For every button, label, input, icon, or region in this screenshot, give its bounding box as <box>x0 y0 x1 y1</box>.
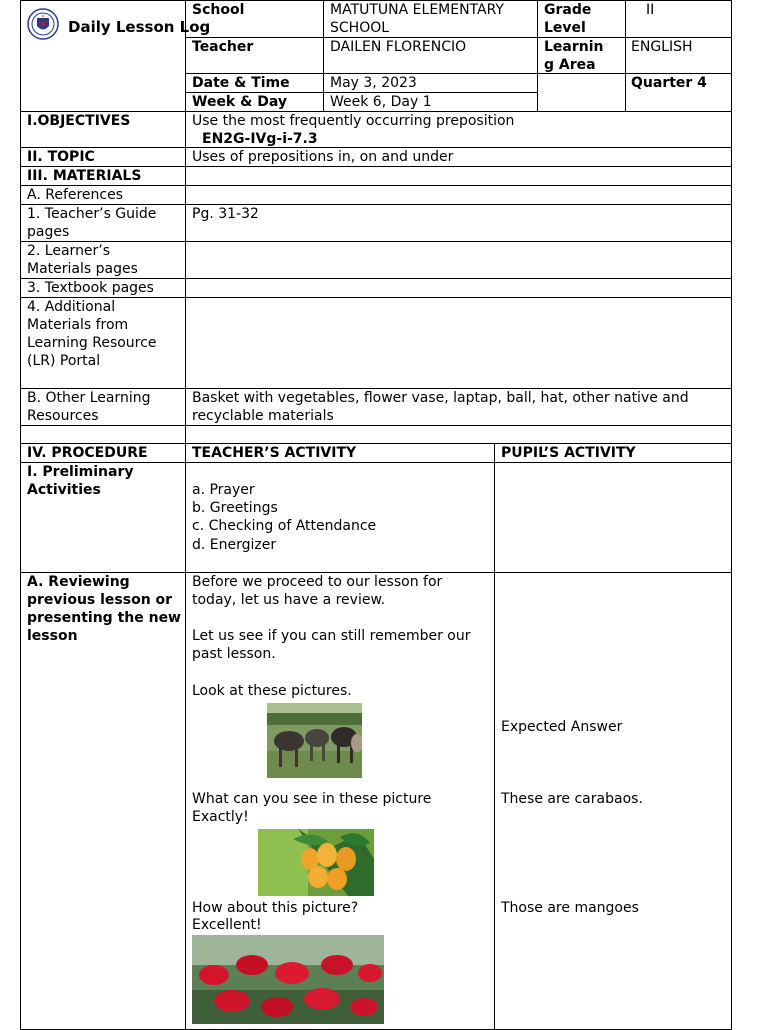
additional-materials-label: 4. Additional Materials from Learning Resource (LR) Portal <box>27 299 157 369</box>
date-value: May 3, 2023 <box>330 75 417 91</box>
teacher-value: DAILEN FLORENCIO <box>330 39 467 55</box>
pupil-answer-1: These are carabaos. <box>501 791 643 807</box>
teacher-line-5a: How about this picture? <box>192 900 359 916</box>
teacher-line-5b: Excellent! <box>192 917 262 933</box>
deped-seal-icon <box>27 8 59 40</box>
week-label: Week & Day <box>192 94 287 110</box>
preliminary-label: I. Preliminary Activities <box>27 464 134 498</box>
teacher-activity-header: TEACHER’S ACTIVITY <box>192 445 357 461</box>
mango-picture <box>258 829 374 896</box>
teacher-line-4b: Exactly! <box>192 809 249 825</box>
teachers-guide-value: Pg. 31-32 <box>192 206 259 222</box>
other-resources-value: Basket with vegetables, flower vase, laptap, ball, hat, other native and recyclable materials <box>192 390 689 424</box>
prelim-item-attendance: c. Checking of Attendance <box>192 518 377 534</box>
prelim-item-energizer: d. Energizer <box>192 537 277 553</box>
teacher-line-3: Look at these pictures. <box>192 683 352 699</box>
school-label: School <box>192 2 245 18</box>
grade-value: II <box>646 2 655 18</box>
area-label: Learning Area <box>544 39 604 73</box>
teacher-line-1: Before we proceed to our lesson for today, let us have a review. <box>192 574 443 608</box>
reviewing-label: A. Reviewing previous lesson or presenting the new lesson <box>27 574 181 644</box>
prelim-item-prayer: a. Prayer <box>192 482 255 498</box>
objectives-code: EN2G-IVg-i-7.3 <box>202 131 318 147</box>
learners-materials-label: 2. Learner’s Materials pages <box>27 243 138 277</box>
topic-text: Uses of prepositions in, on and under <box>192 149 454 165</box>
references-label: A. References <box>27 187 124 203</box>
textbook-label: 3. Textbook pages <box>27 280 154 296</box>
teacher-label: Teacher <box>192 39 254 55</box>
teacher-line-4a: What can you see in these picture <box>192 791 432 807</box>
procedure-label: IV. PROCEDURE <box>27 445 148 461</box>
page-title: Daily Lesson Log <box>68 18 211 36</box>
pupil-expected-answer: Expected Answer <box>501 719 623 735</box>
carabao-picture <box>267 703 362 778</box>
area-value: ENGLISH <box>631 39 693 55</box>
teachers-guide-label: 1. Teacher’s Guide pages <box>27 206 157 240</box>
teacher-line-2: Let us see if you can still remember our past lesson. <box>192 628 471 662</box>
objectives-text: Use the most frequently occurring preposition <box>192 113 515 129</box>
objectives-label: I.OBJECTIVES <box>27 113 131 129</box>
date-label: Date & Time <box>192 75 290 91</box>
grade-label: Grade Level <box>544 2 592 36</box>
quarter-value: Quarter 4 <box>631 75 707 91</box>
roses-picture <box>192 935 384 1024</box>
week-value: Week 6, Day 1 <box>330 94 432 110</box>
other-resources-label: B. Other Learning Resources <box>27 390 151 424</box>
prelim-item-greetings: b. Greetings <box>192 500 278 516</box>
materials-label: III. MATERIALS <box>27 168 142 184</box>
school-value: MATUTUNA ELEMENTARY SCHOOL <box>330 2 504 36</box>
pupil-activity-header: PUPIL’S ACTIVITY <box>501 445 636 461</box>
pupil-answer-2: Those are mangoes <box>501 900 639 916</box>
topic-label: II. TOPIC <box>27 149 95 165</box>
